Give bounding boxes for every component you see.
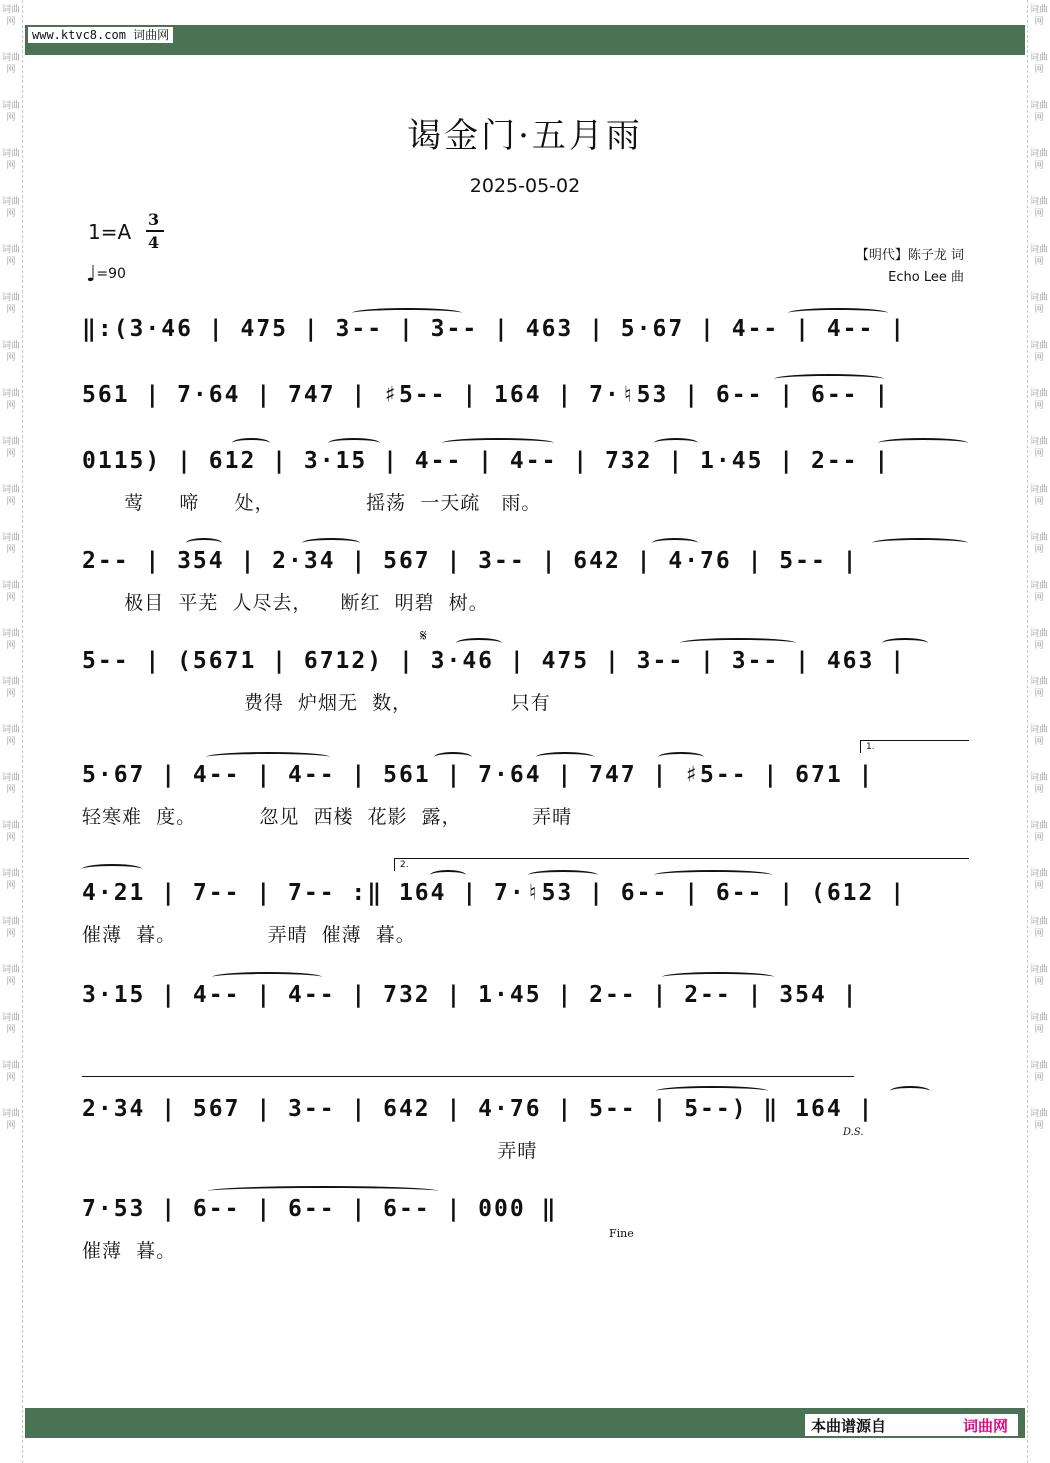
tie-mark (662, 972, 774, 982)
staff-row-2 (82, 382, 968, 412)
second-ending-bracket (394, 858, 969, 871)
side-watermark-text: 词曲网 (1, 869, 20, 891)
slur-mark (82, 864, 142, 874)
notation-line: 0115) | 612 | 3·15 | 4-- | 4-- | 732 | 1·45 | 2-- | (82, 448, 891, 474)
slur-mark (528, 870, 598, 880)
side-watermark-text: 词曲网 (1, 1013, 20, 1035)
lyric-line: 费得 炉烟无 数， 只有 (82, 692, 551, 714)
lyric-line: 催薄 暮。 (82, 1240, 177, 1262)
side-watermark-text: 词曲网 (1, 773, 20, 795)
lyric-line: 催薄 暮。 弄晴 催薄 暮。 (82, 924, 416, 946)
side-watermark-text: 词曲网 (1029, 149, 1048, 171)
tie-mark (774, 374, 884, 384)
side-watermark-text: 词曲网 (1, 1061, 20, 1083)
notation-line: 2-- | 354 | 2·34 | 567 | 3-- | 642 | 4·76 | 5-- | (82, 548, 859, 574)
staff-row-5 (82, 648, 968, 718)
right-watermark-strip (1027, 0, 1050, 1463)
notation-line: 5-- | (5671 | 6712) | 3·46 | 475 | 3-- | 3-- | 463 | (82, 648, 907, 674)
slur-mark (652, 538, 698, 548)
tie-mark (872, 538, 968, 548)
side-watermark-text: 词曲网 (1029, 821, 1048, 843)
tie-mark (654, 870, 772, 880)
top-banner (25, 25, 1025, 55)
side-watermark-text: 词曲网 (1029, 581, 1048, 603)
staff-row-6 (82, 742, 968, 832)
side-watermark-text: 词曲网 (1029, 341, 1048, 363)
side-watermark-text: 词曲网 (1, 389, 20, 411)
side-watermark-text: 词曲网 (1029, 1061, 1048, 1083)
side-watermark-text: 词曲网 (1, 245, 20, 267)
slur-mark (186, 538, 222, 548)
side-watermark-text: 词曲网 (1, 581, 20, 603)
second-ending-label: 2. (400, 860, 409, 870)
side-watermark-text: 词曲网 (1, 533, 20, 555)
ending-span-line (82, 1076, 854, 1085)
lyricist-credit: 【明代】陈子龙 词 (855, 248, 964, 263)
staff-row-1 (82, 316, 968, 346)
slur-mark (430, 870, 466, 880)
staff-row-8 (82, 982, 968, 1012)
side-watermark-text: 词曲网 (1, 341, 20, 363)
source-label: 本曲谱源自 (811, 1417, 887, 1435)
side-watermark-text: 词曲网 (1, 101, 20, 123)
staff-row-9 (82, 1096, 968, 1166)
staff-row-3 (82, 448, 968, 518)
dal-segno-mark: D.S. (843, 1127, 864, 1138)
side-watermark-text: 词曲网 (1, 821, 20, 843)
slur-mark (328, 438, 380, 448)
side-watermark-text: 词曲网 (1029, 965, 1048, 987)
tie-mark (878, 438, 968, 448)
notation-line: 4·21 | 7-- | 7-- :‖ 164 | 7·♮53 | 6-- | 6-- | (612 | (82, 880, 907, 906)
slur-mark (434, 752, 472, 762)
side-watermark-text: 词曲网 (1029, 5, 1048, 27)
side-watermark-text: 词曲网 (1029, 917, 1048, 939)
side-watermark-text: 词曲网 (1029, 1109, 1048, 1131)
side-watermark-text: 词曲网 (1029, 1013, 1048, 1035)
tie-mark (352, 308, 462, 318)
segno-mark: 𝄋 (420, 626, 427, 645)
song-date: 2025-05-02 (469, 175, 581, 197)
side-watermark-text: 词曲网 (1, 293, 20, 315)
side-watermark-text: 词曲网 (1029, 485, 1048, 507)
side-watermark-text: 词曲网 (1, 5, 20, 27)
tie-mark (656, 1086, 768, 1096)
side-watermark-text: 词曲网 (1, 677, 20, 699)
source-site-link[interactable]: 词曲网 (962, 1417, 1008, 1435)
side-watermark-text: 词曲网 (1, 149, 20, 171)
side-watermark-text: 词曲网 (1029, 389, 1048, 411)
side-watermark-text: 词曲网 (1, 485, 20, 507)
lyric-line: 轻寒难 度。 忽见 西楼 花影 露， 弄晴 (82, 806, 573, 828)
notation-line: 2·34 | 567 | 3-- | 642 | 4·76 | 5-- | 5--) ‖ 164 | (82, 1096, 875, 1122)
tie-mark (206, 752, 330, 762)
side-watermark-text: 词曲网 (1, 53, 20, 75)
notation-line: 3·15 | 4-- | 4-- | 732 | 1·45 | 2-- | 2-- | 354 | (82, 982, 859, 1008)
lyric-line: 莺 啼 处， 摇荡 一天疏 雨。 (82, 492, 542, 514)
side-watermark-text: 词曲网 (1, 917, 20, 939)
lyric-line: 极目 平芜 人尽去， 断红 明碧 树。 (82, 592, 489, 614)
tie-mark (680, 638, 796, 648)
tie-mark (212, 972, 322, 982)
fine-mark: Fine (609, 1227, 634, 1240)
notation-line: 5·67 | 4-- | 4-- | 561 | 7·64 | 747 | ♯5-- | 671 | (82, 762, 875, 788)
time-signature-bottom: 4 (148, 233, 160, 252)
lyric-line: 弄晴 (82, 1140, 538, 1162)
side-watermark-text: 词曲网 (1, 965, 20, 987)
side-watermark-text: 词曲网 (1029, 629, 1048, 651)
notation-line: 561 | 7·64 | 747 | ♯5-- | 164 | 7·♮53 | 6-- | 6-- | (82, 382, 891, 408)
tie-mark (442, 438, 554, 448)
tempo-value: =90 (96, 266, 126, 282)
staff-row-7 (82, 860, 968, 950)
side-watermark-text: 词曲网 (1, 1109, 20, 1131)
notation-line: ‖:(3·46 | 475 | 3-- | 3-- | 463 | 5·67 | 4-- | 4-- | (82, 316, 907, 342)
tie-mark (208, 1186, 438, 1196)
side-watermark-text: 词曲网 (1, 629, 20, 651)
side-watermark-text: 词曲网 (1029, 245, 1048, 267)
slur-mark (536, 752, 594, 762)
slur-mark (456, 638, 502, 648)
side-watermark-text: 词曲网 (1029, 677, 1048, 699)
site-url[interactable]: www.ktvc8.com 词曲网 (28, 27, 173, 43)
first-ending-bracket (860, 740, 969, 753)
side-watermark-text: 词曲网 (1029, 869, 1048, 891)
key-signature: 1=A (88, 220, 132, 244)
side-watermark-text: 词曲网 (1029, 725, 1048, 747)
bottom-banner (25, 1408, 1025, 1438)
side-watermark-text: 词曲网 (1029, 101, 1048, 123)
side-watermark-text: 词曲网 (1029, 773, 1048, 795)
quarter-note-icon: ♩ (86, 262, 97, 287)
first-ending-label: 1. (866, 742, 875, 752)
slur-mark (658, 752, 704, 762)
side-watermark-text: 词曲网 (1029, 293, 1048, 315)
time-signature-divider (146, 230, 164, 232)
side-watermark-text: 词曲网 (1029, 53, 1048, 75)
slur-mark (654, 438, 698, 448)
side-watermark-text: 词曲网 (1029, 533, 1048, 555)
composer-credit: Echo Lee 曲 (888, 270, 964, 285)
slur-mark (882, 638, 928, 648)
tie-mark (788, 308, 888, 318)
time-signature-top: 3 (148, 210, 160, 229)
source-credit-box[interactable] (805, 1414, 1018, 1436)
left-watermark-strip (0, 0, 23, 1463)
side-watermark-text: 词曲网 (1, 725, 20, 747)
song-title: 谒金门·五月雨 (407, 116, 643, 156)
notation-line: 7·53 | 6-- | 6-- | 6-- | 000 ‖ (82, 1196, 558, 1222)
side-watermark-text: 词曲网 (1, 197, 20, 219)
slur-mark (890, 1086, 930, 1096)
staff-row-10 (82, 1196, 968, 1266)
side-watermark-text: 词曲网 (1029, 437, 1048, 459)
side-watermark-text: 词曲网 (1, 437, 20, 459)
side-watermark-text: 词曲网 (1029, 197, 1048, 219)
tempo-marking (86, 262, 126, 287)
staff-row-4 (82, 548, 968, 618)
slur-mark (302, 538, 360, 548)
slur-mark (232, 438, 270, 448)
